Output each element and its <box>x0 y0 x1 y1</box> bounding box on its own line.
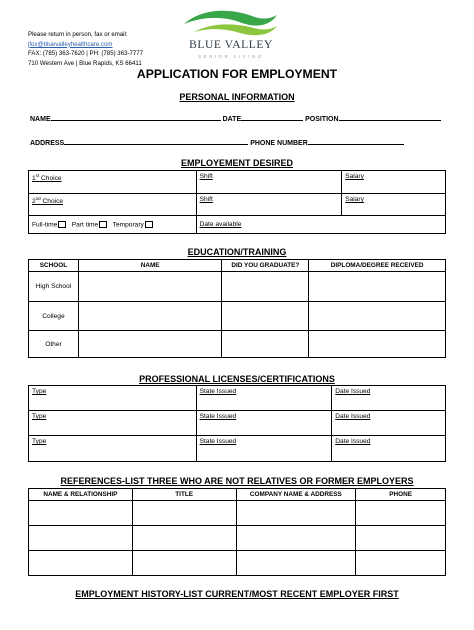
shift-cell-2[interactable] <box>196 194 342 216</box>
blue-valley-logo <box>180 6 280 72</box>
parttime-label: Part time <box>71 221 99 229</box>
employment-type-cell <box>29 216 197 234</box>
personal-info-heading: PERSONAL INFORMATION <box>179 92 295 102</box>
type-label: Type <box>32 388 47 395</box>
graduated-cell[interactable] <box>222 302 309 331</box>
temporary-label: Temporary <box>112 221 144 229</box>
license-date-cell[interactable] <box>332 436 446 462</box>
address-phone-row <box>30 137 404 147</box>
fulltime-label: Full-time <box>32 221 58 229</box>
name-field[interactable] <box>51 113 221 121</box>
salary-cell-1[interactable] <box>342 171 446 194</box>
phone-label: PHONE NUMBER <box>250 140 308 147</box>
licenses-table <box>28 385 446 462</box>
contact-address: 710 Western Ave | Blue Rapids, KS 66411 <box>28 59 142 67</box>
degree-cell[interactable] <box>309 272 446 302</box>
license-state-cell[interactable] <box>196 386 332 411</box>
references-col-title: TITLE <box>132 489 236 501</box>
date-issued-label: Date Issued <box>335 388 371 395</box>
name-date-position-row <box>30 113 441 123</box>
reference-title-cell[interactable] <box>132 501 236 526</box>
second-choice-label: 2nd Choice <box>32 196 64 206</box>
education-row-label: College <box>29 302 79 331</box>
address-field[interactable] <box>64 137 248 145</box>
education-row-label: Other <box>29 331 79 358</box>
degree-cell[interactable] <box>309 331 446 358</box>
contact-info <box>28 30 143 68</box>
references-table <box>28 488 446 576</box>
second-choice-cell[interactable] <box>29 194 197 216</box>
references-col-company: COMPANY NAME & ADDRESS <box>236 489 356 501</box>
school-name-cell[interactable] <box>78 331 222 358</box>
license-date-cell[interactable] <box>332 386 446 411</box>
licenses-heading: PROFESSIONAL LICENSES/CERTIFICATIONS <box>139 374 335 384</box>
education-col-school: SCHOOL <box>29 260 79 272</box>
degree-cell[interactable] <box>309 302 446 331</box>
employment-desired-table <box>28 170 446 234</box>
state-issued-label: State Issued <box>199 438 237 445</box>
salary-cell-2[interactable] <box>342 194 446 216</box>
shift-cell-1[interactable] <box>196 171 342 194</box>
license-type-cell[interactable] <box>29 386 197 411</box>
reference-company-cell[interactable] <box>236 551 356 576</box>
license-state-cell[interactable] <box>196 436 332 462</box>
employment-desired-heading: EMPLOYEMENT DESIRED <box>180 158 293 168</box>
reference-name-cell[interactable] <box>29 551 133 576</box>
state-issued-label: State Issued <box>199 413 237 420</box>
salary-label: Salary <box>345 173 364 180</box>
salary-label: Salary <box>345 196 364 203</box>
education-table <box>28 259 446 358</box>
graduated-cell[interactable] <box>222 272 309 302</box>
graduated-cell[interactable] <box>222 331 309 358</box>
wave-logo-icon <box>180 6 280 40</box>
license-date-cell[interactable] <box>332 411 446 436</box>
education-col-degree: DIPLOMA/DEGREE RECEIVED <box>309 260 446 272</box>
reference-phone-cell[interactable] <box>356 526 446 551</box>
reference-title-cell[interactable] <box>132 551 236 576</box>
education-row-label: High School <box>29 272 79 302</box>
phone-field[interactable] <box>308 137 404 145</box>
education-heading: EDUCATION/TRAINING <box>187 247 287 257</box>
type-label: Type <box>32 413 47 420</box>
employment-history-heading: EMPLOYMENT HISTORY-LIST CURRENT/MOST RECENT EMPLOYER FIRST <box>75 589 399 599</box>
state-issued-label: State Issued <box>199 388 237 395</box>
contact-instructions: Please return in person, fax or email: <box>28 31 128 38</box>
reference-phone-cell[interactable] <box>356 501 446 526</box>
license-state-cell[interactable] <box>196 411 332 436</box>
date-available-cell[interactable] <box>196 216 445 234</box>
education-col-name: NAME <box>78 260 222 272</box>
education-col-graduate: DID YOU GRADUATE? <box>222 260 309 272</box>
reference-name-cell[interactable] <box>29 501 133 526</box>
license-type-cell[interactable] <box>29 436 197 462</box>
date-available-label: Date available <box>199 221 242 228</box>
school-name-cell[interactable] <box>78 272 222 302</box>
reference-title-cell[interactable] <box>132 526 236 551</box>
parttime-checkbox[interactable] <box>99 221 107 228</box>
position-field[interactable] <box>339 113 441 121</box>
contact-fax-phone: FAX: (785) 363-7620 | PH: (785) 363-7777 <box>28 50 144 58</box>
references-col-name: NAME & RELATIONSHIP <box>29 489 133 501</box>
position-label: POSITION <box>305 116 339 123</box>
date-field[interactable] <box>241 113 303 121</box>
page-title: APPLICATION FOR EMPLOYMENT <box>136 67 338 81</box>
date-issued-label: Date Issued <box>335 438 371 445</box>
reference-phone-cell[interactable] <box>356 551 446 576</box>
address-label: ADDRESS <box>30 140 65 147</box>
school-name-cell[interactable] <box>78 302 222 331</box>
references-heading: REFERENCES-LIST THREE WHO ARE NOT RELATIVES OR FORMER EMPLOYERS <box>60 476 414 486</box>
name-label: NAME <box>30 116 51 123</box>
logo-name: BLUE VALLEY <box>189 39 273 51</box>
contact-email-link[interactable]: jfox@bluevalleyhealthcare.com <box>28 40 113 48</box>
references-col-phone: PHONE <box>356 489 446 501</box>
fulltime-checkbox[interactable] <box>58 221 66 228</box>
reference-company-cell[interactable] <box>236 526 356 551</box>
license-type-cell[interactable] <box>29 411 197 436</box>
reference-company-cell[interactable] <box>236 501 356 526</box>
date-issued-label: Date Issued <box>335 413 371 420</box>
first-choice-cell[interactable] <box>29 171 197 194</box>
first-choice-label: 1st Choice <box>32 173 62 183</box>
shift-label: Shift <box>199 173 213 180</box>
reference-name-cell[interactable] <box>29 526 133 551</box>
temporary-checkbox[interactable] <box>145 221 153 228</box>
logo-tagline: SENIOR LIVING <box>198 54 264 59</box>
type-label: Type <box>32 438 47 445</box>
date-label: DATE <box>222 116 242 123</box>
shift-label: Shift <box>199 196 213 203</box>
